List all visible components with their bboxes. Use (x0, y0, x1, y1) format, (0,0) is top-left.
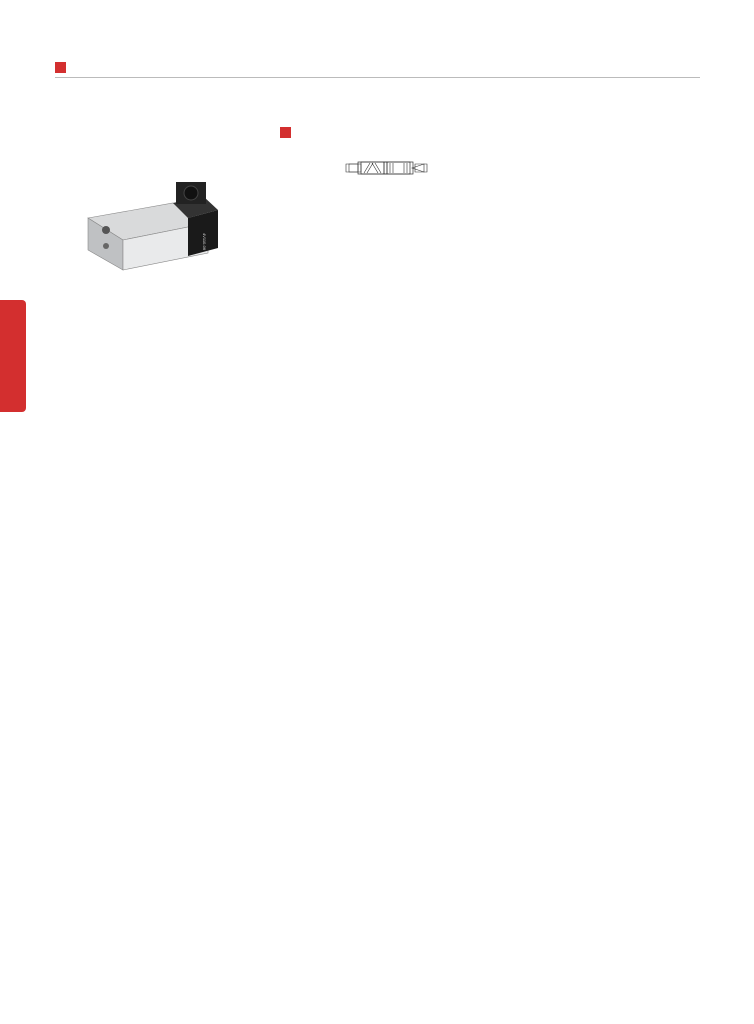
title-marker (55, 62, 66, 73)
symbol-20 (347, 146, 429, 186)
page-title (55, 58, 72, 74)
section-symbol (280, 124, 297, 139)
side-tab (0, 300, 26, 412)
svg-text:4V110-06: 4V110-06 (202, 233, 207, 251)
valve-symbol-icon (347, 160, 429, 176)
header-rule (55, 77, 700, 78)
product-image (78, 178, 228, 278)
symbol-marker (280, 127, 291, 138)
